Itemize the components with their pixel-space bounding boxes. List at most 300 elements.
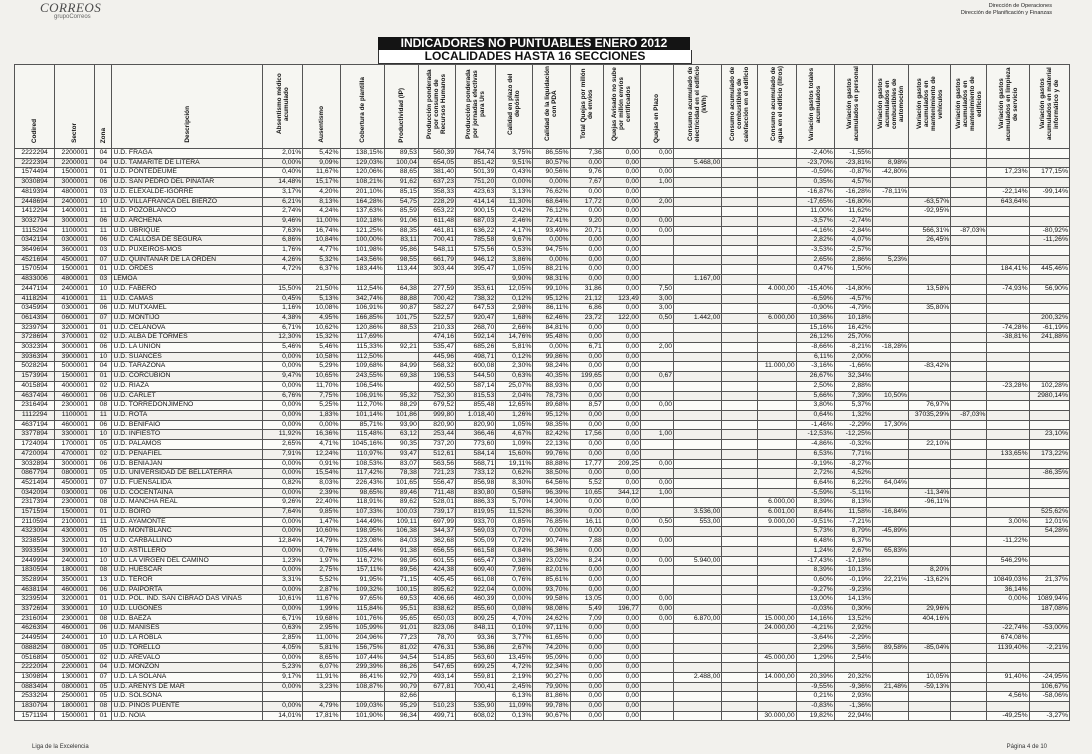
- table-cell: [640, 575, 673, 585]
- table-cell: [758, 556, 796, 566]
- table-cell: -12,53%: [796, 430, 834, 440]
- table-row: [15, 672, 1070, 682]
- table-row: [15, 459, 1070, 469]
- table-cell: U.D. MANCHA REAL: [112, 498, 263, 508]
- table-cell: U.D. LA VIRGEN DEL CAMINO: [112, 556, 263, 566]
- table-cell: 112,50%: [340, 352, 384, 362]
- table-cell: [987, 304, 1029, 314]
- table-row: [15, 352, 1070, 362]
- table-cell: 95,32: [384, 391, 418, 401]
- table-cell: 54,75: [384, 197, 418, 207]
- table-row: [15, 401, 1070, 411]
- table-cell: 21,48%: [872, 682, 908, 692]
- table-cell: [722, 362, 758, 372]
- table-cell: 1,29%: [796, 653, 834, 663]
- table-cell: U.D. MONTIJO: [112, 313, 263, 323]
- table-cell: 0,00: [603, 158, 640, 168]
- table-cell: -9,36%: [834, 682, 872, 692]
- table-cell: 184,41%: [987, 265, 1029, 275]
- table-cell: 4,95%: [303, 313, 340, 323]
- table-cell: 2,72%: [796, 469, 834, 479]
- table-cell: 9,67%: [496, 236, 533, 246]
- table-cell: [987, 702, 1029, 712]
- table-cell: 2,75%: [303, 566, 340, 576]
- table-cell: 0,00: [603, 304, 640, 314]
- table-cell: -16,28%: [834, 187, 872, 197]
- table-cell: 785,58: [456, 236, 496, 246]
- table-cell: 0,00%: [263, 566, 303, 576]
- table-cell: 2,01%: [263, 149, 303, 159]
- table-cell: 2,67%: [496, 643, 533, 653]
- table-cell: [674, 304, 722, 314]
- table-cell: 64,04%: [872, 478, 908, 488]
- table-cell: U.D. VILLAFRANCA DEL BIERZO: [112, 197, 263, 207]
- table-cell: 15,32%: [303, 333, 340, 343]
- table-cell: [872, 216, 908, 226]
- table-cell: U.D. ASTILLERO: [112, 546, 263, 556]
- table-cell: 1100001: [55, 410, 95, 420]
- table-cell: 0,00: [603, 585, 640, 595]
- table-cell: 0,00: [603, 575, 640, 585]
- table-cell: -80,92%: [1029, 226, 1069, 236]
- table-cell: 0,85%: [496, 517, 533, 527]
- table-cell: 210,33: [418, 323, 455, 333]
- table-cell: 946,12: [456, 255, 496, 265]
- table-cell: 587,14: [456, 381, 496, 391]
- table-cell: [640, 440, 673, 450]
- table-cell: 88,29: [384, 401, 418, 411]
- table-cell: 0,00: [603, 614, 640, 624]
- table-cell: [384, 275, 418, 285]
- table-cell: -22,74%: [987, 624, 1029, 634]
- table-cell: U.D. SUANCES: [112, 352, 263, 362]
- table-cell: [951, 381, 987, 391]
- table-cell: 10,65: [570, 488, 603, 498]
- table-cell: 2100001: [55, 517, 95, 527]
- table-row: [15, 653, 1070, 663]
- table-cell: 14.000,00: [758, 672, 796, 682]
- table-cell: [722, 575, 758, 585]
- table-cell: [951, 672, 987, 682]
- table-cell: 0,00: [603, 420, 640, 430]
- table-cell: 3649694: [15, 246, 55, 256]
- table-cell: U.D. FUENSALIDA: [112, 478, 263, 488]
- table-cell: 02: [95, 449, 112, 459]
- table-cell: 0,00: [570, 575, 603, 585]
- table-cell: 4500001: [55, 255, 95, 265]
- table-cell: 17,81%: [303, 711, 340, 721]
- table-cell: 98,55: [384, 255, 418, 265]
- table-cell: [872, 197, 908, 207]
- table-cell: 809,25: [456, 614, 496, 624]
- table-cell: U.D. RIAZA: [112, 381, 263, 391]
- table-row: [15, 178, 1070, 188]
- table-cell: [987, 391, 1029, 401]
- table-cell: 91,06: [384, 216, 418, 226]
- column-header-label: Productividad (IP): [397, 88, 405, 143]
- table-cell: [834, 275, 872, 285]
- table-cell: 7,50: [640, 284, 673, 294]
- column-header-label: Consumo acumulado de agua en el edificio (litros): [770, 65, 785, 143]
- table-cell: 76,62%: [533, 187, 570, 197]
- table-cell: [909, 323, 951, 333]
- table-cell: 4500001: [55, 478, 95, 488]
- table-cell: 344,37: [418, 527, 455, 537]
- table-cell: [722, 614, 758, 624]
- table-cell: [1029, 158, 1069, 168]
- table-cell: 2,19%: [496, 672, 533, 682]
- table-cell: 2,92%: [834, 624, 872, 634]
- table-row: [15, 226, 1070, 236]
- table-cell: 06: [95, 178, 112, 188]
- table-cell: U.D. COCENTAINA: [112, 488, 263, 498]
- table-cell: [640, 702, 673, 712]
- table-cell: [758, 566, 796, 576]
- table-cell: 2,45%: [496, 682, 533, 692]
- table-cell: -12,25%: [834, 430, 872, 440]
- table-cell: 3,00: [640, 304, 673, 314]
- table-cell: 4600001: [55, 585, 95, 595]
- table-cell: [796, 663, 834, 673]
- table-cell: 0,00: [603, 333, 640, 343]
- table-cell: 0800001: [55, 643, 95, 653]
- column-header-label: Codired: [31, 118, 39, 143]
- table-cell: -83,42%: [909, 362, 951, 372]
- table-cell: [951, 430, 987, 440]
- table-cell: 01: [95, 508, 112, 518]
- table-cell: 8,30%: [496, 478, 533, 488]
- table-cell: U.D. FABERO: [112, 284, 263, 294]
- table-cell: [872, 605, 908, 615]
- table-cell: [909, 595, 951, 605]
- table-cell: 90,67%: [533, 711, 570, 721]
- table-row: [15, 508, 1070, 518]
- table-cell: 201,10%: [340, 187, 384, 197]
- table-cell: U.D. POZOBLANCO: [112, 207, 263, 217]
- table-cell: [872, 275, 908, 285]
- table-cell: [674, 381, 722, 391]
- table-cell: 85,71%: [340, 420, 384, 430]
- table-cell: [722, 265, 758, 275]
- table-cell: [640, 449, 673, 459]
- table-cell: [758, 692, 796, 702]
- table-cell: 600,08: [456, 362, 496, 372]
- column-header: [533, 65, 570, 149]
- table-cell: 06: [95, 391, 112, 401]
- table-cell: 5,46%: [303, 343, 340, 353]
- table-cell: 6,37%: [303, 265, 340, 275]
- table-cell: 9,85%: [303, 508, 340, 518]
- table-cell: [758, 275, 796, 285]
- table-cell: 0,00: [640, 605, 673, 615]
- table-cell: 7,67: [570, 178, 603, 188]
- table-cell: [909, 216, 951, 226]
- table-cell: 3,77%: [496, 634, 533, 644]
- column-header: [909, 65, 951, 149]
- table-cell: [951, 488, 987, 498]
- table-cell: [951, 333, 987, 343]
- table-cell: [909, 634, 951, 644]
- table-cell: -59,13%: [909, 682, 951, 692]
- table-cell: 06: [95, 216, 112, 226]
- table-cell: -11,26%: [1029, 236, 1069, 246]
- table-cell: [640, 323, 673, 333]
- table-cell: 7,75%: [303, 391, 340, 401]
- table-cell: 0,00: [603, 546, 640, 556]
- table-cell: 20,32%: [834, 672, 872, 682]
- table-cell: 0,00: [603, 226, 640, 236]
- table-cell: [951, 711, 987, 721]
- table-cell: [456, 692, 496, 702]
- table-cell: -23,81%: [834, 158, 872, 168]
- table-cell: 5.468,00: [674, 158, 722, 168]
- table-cell: 700,42: [418, 294, 455, 304]
- table-cell: 06: [95, 420, 112, 430]
- table-cell: 535,47: [418, 343, 455, 353]
- table-cell: 0,67: [640, 372, 673, 382]
- table-cell: 100,04: [384, 158, 418, 168]
- column-header: [674, 65, 722, 149]
- table-cell: 90,56%: [533, 168, 570, 178]
- table-cell: 3200001: [55, 537, 95, 547]
- table-row: [15, 634, 1070, 644]
- table-cell: [674, 430, 722, 440]
- table-cell: [872, 284, 908, 294]
- table-cell: 4,72%: [496, 663, 533, 673]
- table-cell: 0,00: [640, 401, 673, 411]
- table-cell: 0,00: [570, 469, 603, 479]
- table-cell: 2,39%: [303, 488, 340, 498]
- table-cell: [674, 197, 722, 207]
- table-cell: 920,47: [456, 313, 496, 323]
- table-cell: [951, 449, 987, 459]
- table-cell: 4626394: [15, 624, 55, 634]
- table-cell: [263, 275, 303, 285]
- table-cell: [909, 711, 951, 721]
- table-cell: -74,28%: [987, 323, 1029, 333]
- table-cell: [872, 236, 908, 246]
- table-cell: 0,82%: [263, 478, 303, 488]
- table-cell: 9,46%: [263, 216, 303, 226]
- table-row: [15, 158, 1070, 168]
- table-cell: 2,50%: [796, 381, 834, 391]
- table-cell: [909, 372, 951, 382]
- table-cell: 0,00: [603, 430, 640, 440]
- table-cell: 06: [95, 488, 112, 498]
- table-cell: 0,00: [640, 149, 673, 159]
- table-cell: [1029, 401, 1069, 411]
- table-cell: 9,90%: [496, 275, 533, 285]
- table-cell: -23,28%: [987, 381, 1029, 391]
- table-cell: 1800001: [55, 566, 95, 576]
- table-cell: 2,04%: [496, 391, 533, 401]
- table-cell: 106,38: [384, 527, 418, 537]
- table-cell: 01: [95, 372, 112, 382]
- table-row: [15, 275, 1070, 285]
- table-cell: 2222094: [15, 663, 55, 673]
- column-header-label: Variación gastos acumulados en personal: [846, 66, 861, 142]
- table-cell: [722, 663, 758, 673]
- table-cell: 0,00: [603, 178, 640, 188]
- table-cell: 01: [95, 537, 112, 547]
- table-cell: [758, 343, 796, 353]
- table-cell: [872, 459, 908, 469]
- table-cell: -85,04%: [909, 643, 951, 653]
- table-cell: [872, 323, 908, 333]
- table-cell: 0,00%: [533, 255, 570, 265]
- table-cell: [640, 663, 673, 673]
- table-cell: 106,91%: [340, 391, 384, 401]
- table-cell: [674, 702, 722, 712]
- table-cell: 4323094: [15, 527, 55, 537]
- table-cell: -2,29%: [834, 634, 872, 644]
- table-cell: [384, 352, 418, 362]
- table-cell: 0,00: [603, 216, 640, 226]
- table-cell: 3372694: [15, 605, 55, 615]
- table-cell: 11,70%: [303, 381, 340, 391]
- table-cell: 3000001: [55, 178, 95, 188]
- column-header: [722, 65, 758, 149]
- table-cell: [640, 653, 673, 663]
- table-cell: 112,54%: [340, 284, 384, 294]
- table-cell: 3,00%: [987, 517, 1029, 527]
- table-cell: 584,14: [456, 449, 496, 459]
- table-cell: 0,00: [603, 343, 640, 353]
- table-cell: 200,32%: [1029, 313, 1069, 323]
- table-row: [15, 323, 1070, 333]
- table-cell: 0,00%: [263, 682, 303, 692]
- table-cell: 10: [95, 352, 112, 362]
- table-cell: [1029, 410, 1069, 420]
- table-cell: [987, 498, 1029, 508]
- table-cell: 1100001: [55, 226, 95, 236]
- table-cell: 445,46%: [1029, 265, 1069, 275]
- table-cell: 16,11: [570, 517, 603, 527]
- table-cell: 1700001: [55, 440, 95, 450]
- table-cell: [909, 391, 951, 401]
- table-cell: 1570594: [15, 265, 55, 275]
- table-cell: 7,09: [570, 614, 603, 624]
- table-cell: [951, 605, 987, 615]
- table-cell: U.D. PEÑAFIEL: [112, 449, 263, 459]
- table-cell: [909, 624, 951, 634]
- table-cell: 0,00: [570, 702, 603, 712]
- table-cell: -17,43%: [796, 556, 834, 566]
- table-cell: 99,86%: [533, 352, 570, 362]
- table-cell: [872, 566, 908, 576]
- table-cell: -17,18%: [834, 556, 872, 566]
- table-cell: 107,44%: [340, 653, 384, 663]
- table-cell: 90,74%: [533, 537, 570, 547]
- table-cell: 353,61: [456, 284, 496, 294]
- table-cell: 11,67%: [303, 168, 340, 178]
- table-cell: [951, 692, 987, 702]
- table-cell: U.D. ORDES: [112, 265, 263, 275]
- table-cell: 7,71%: [834, 449, 872, 459]
- table-cell: 366,46: [456, 430, 496, 440]
- table-cell: [951, 372, 987, 382]
- table-cell: 15,60%: [496, 449, 533, 459]
- table-cell: 91,62: [384, 178, 418, 188]
- column-header-label: Variación gastos acumulados en limpieza de servicio: [997, 67, 1019, 141]
- table-cell: [722, 226, 758, 236]
- table-cell: 1,97%: [303, 556, 340, 566]
- table-cell: 07: [95, 313, 112, 323]
- table-cell: [951, 556, 987, 566]
- table-cell: 665,47: [456, 556, 496, 566]
- table-cell: [909, 430, 951, 440]
- table-cell: 78,38: [384, 469, 418, 479]
- table-cell: 5.940,00: [674, 556, 722, 566]
- table-cell: [722, 508, 758, 518]
- table-cell: [674, 246, 722, 256]
- table-cell: 342,74%: [340, 294, 384, 304]
- table-cell: [758, 634, 796, 644]
- table-cell: 164,28%: [340, 197, 384, 207]
- table-cell: [951, 255, 987, 265]
- table-cell: [872, 595, 908, 605]
- table-cell: 21,37%: [1029, 575, 1069, 585]
- table-cell: 0,00: [603, 498, 640, 508]
- table-cell: 4,38%: [263, 313, 303, 323]
- table-cell: 4,20%: [303, 187, 340, 197]
- table-cell: 99,76%: [533, 449, 570, 459]
- table-cell: [758, 401, 796, 411]
- table-cell: -99,14%: [1029, 187, 1069, 197]
- table-cell: 88,93%: [533, 381, 570, 391]
- table-cell: [640, 585, 673, 595]
- table-cell: 2,87%: [303, 585, 340, 595]
- table-row: [15, 663, 1070, 673]
- table-cell: 5,81%: [496, 343, 533, 353]
- table-cell: [674, 692, 722, 702]
- table-cell: 0,00: [640, 226, 673, 236]
- table-cell: [951, 149, 987, 159]
- table-cell: 4,77%: [303, 246, 340, 256]
- table-cell: -23,70%: [796, 158, 834, 168]
- table-cell: [951, 343, 987, 353]
- column-header: [796, 65, 834, 149]
- column-header: [603, 65, 640, 149]
- table-cell: 1,05%: [496, 420, 533, 430]
- table-cell: 11,62%: [834, 207, 872, 217]
- table-cell: 05: [95, 440, 112, 450]
- table-cell: [640, 246, 673, 256]
- table-cell: 99,58%: [533, 595, 570, 605]
- table-cell: 19,68%: [303, 614, 340, 624]
- table-cell: 10,65%: [303, 372, 340, 382]
- table-cell: 0,76%: [303, 546, 340, 556]
- table-cell: [872, 207, 908, 217]
- table-cell: -2,84%: [834, 226, 872, 236]
- table-cell: 95,12%: [533, 294, 570, 304]
- table-cell: 0,00%: [263, 653, 303, 663]
- table-cell: 820,90: [418, 420, 455, 430]
- table-cell: 253,44: [418, 430, 455, 440]
- table-cell: 3728694: [15, 333, 55, 343]
- table-cell: [1029, 614, 1069, 624]
- table-cell: [674, 178, 722, 188]
- table-cell: 9.000,00: [758, 517, 796, 527]
- table-cell: 5,25%: [303, 401, 340, 411]
- table-cell: 105,99%: [340, 624, 384, 634]
- table-row: [15, 149, 1070, 159]
- table-cell: 3,75%: [496, 149, 533, 159]
- table-cell: [909, 246, 951, 256]
- table-cell: [674, 488, 722, 498]
- table-cell: 82,01%: [533, 566, 570, 576]
- table-cell: [909, 702, 951, 712]
